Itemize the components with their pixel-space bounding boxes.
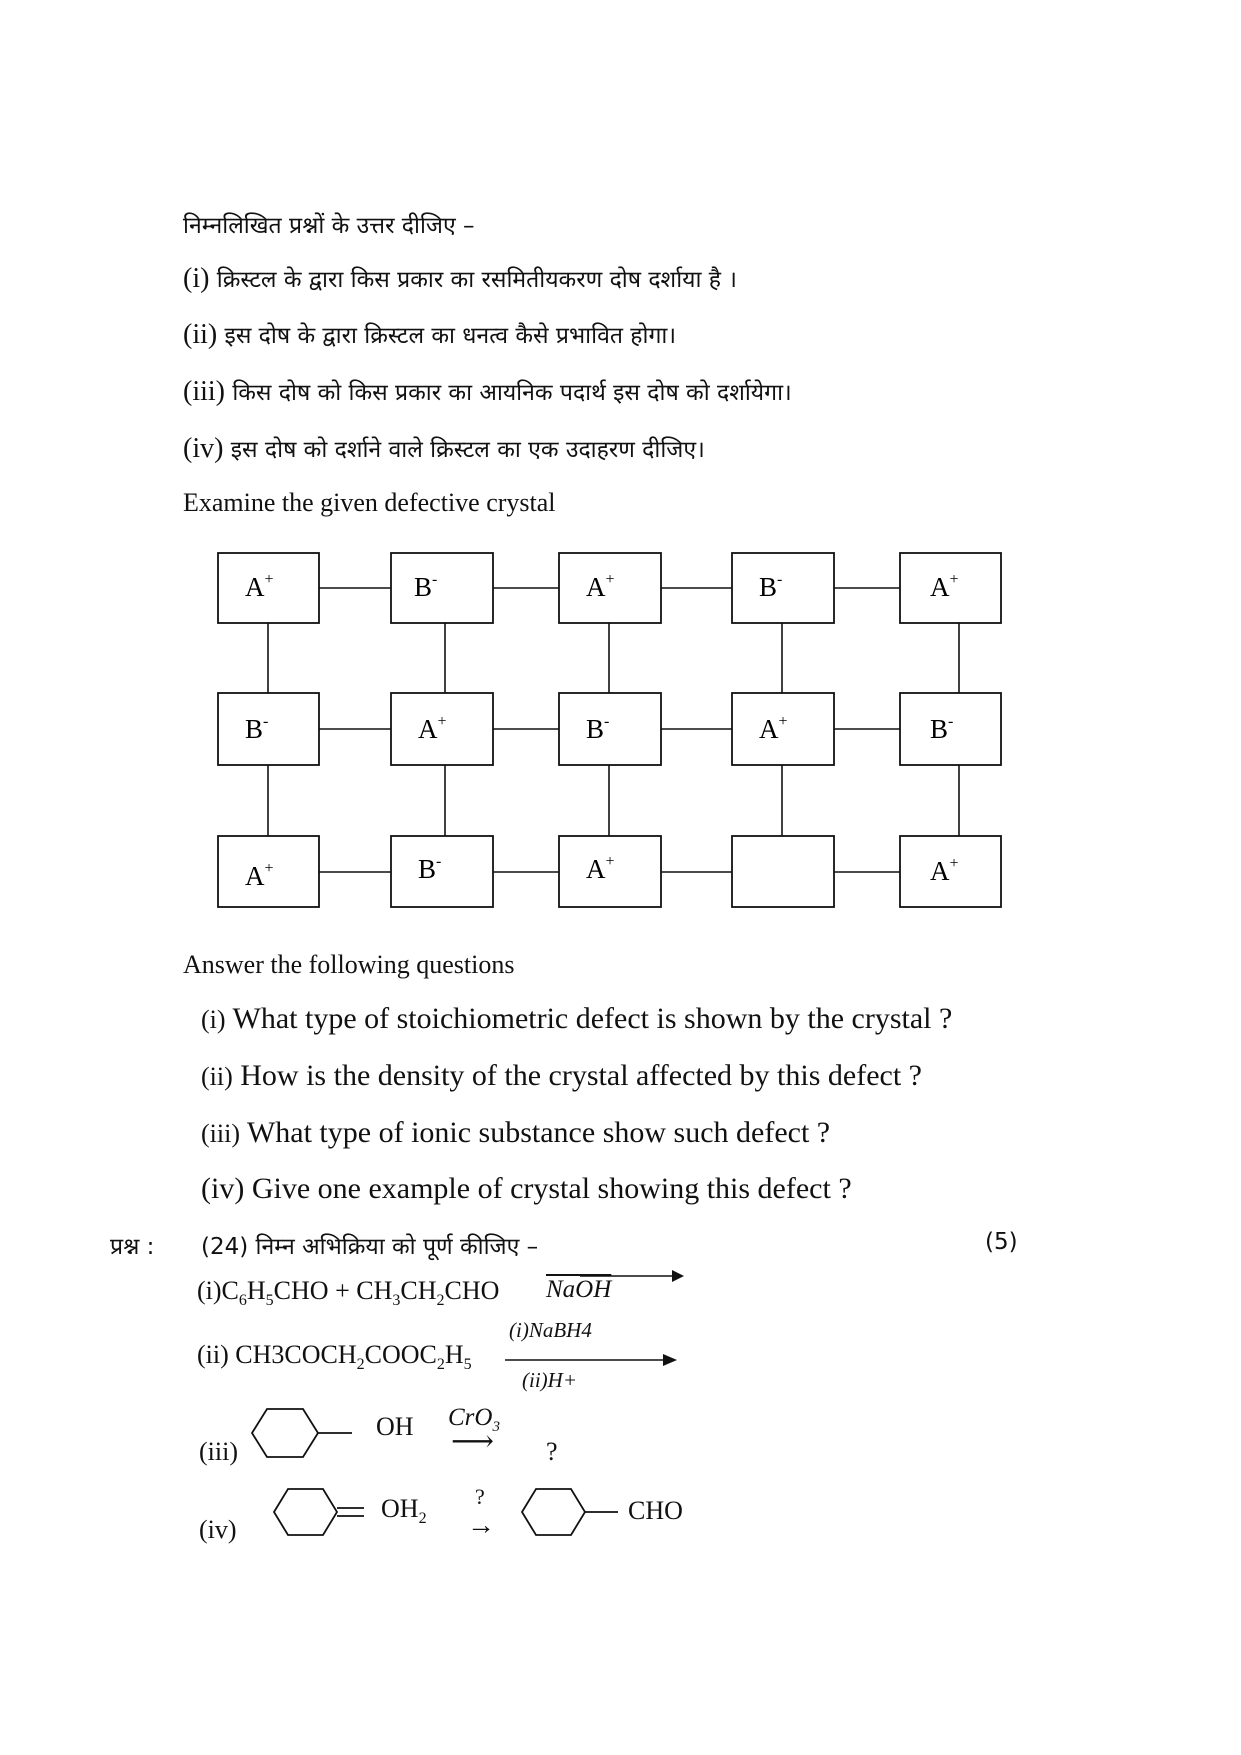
cyclohexane-ring-3 bbox=[250, 1405, 360, 1461]
cyclohexane-ring-4 bbox=[272, 1485, 372, 1541]
reaction-3-reagent: CrO$_3$ bbox=[448, 1404, 500, 1435]
reaction-3-label: (iii) bbox=[199, 1437, 238, 1466]
svg-text:B-: B- bbox=[245, 713, 269, 744]
reaction-1-reagent: NaOH bbox=[546, 1276, 612, 1303]
lattice-site-r3c3 bbox=[559, 836, 661, 907]
svg-text:A+: A+ bbox=[418, 713, 447, 744]
q24-marks: (5) bbox=[985, 1229, 1018, 1255]
cyclohexane-ring-4-product bbox=[520, 1485, 625, 1541]
reaction-4-label: (iv) bbox=[199, 1515, 237, 1544]
lattice-site-r1c5 bbox=[900, 553, 1001, 623]
hindi-question-3-text: किस दोष को किस प्रकार का आयनिक पदार्थ इस दोष को दर्शायेगा। bbox=[232, 380, 792, 406]
english-question-2-number: (ii) bbox=[201, 1062, 233, 1091]
q24-heading bbox=[201, 1229, 538, 1261]
svg-text:B-: B- bbox=[418, 853, 442, 884]
svg-text:B-: B- bbox=[930, 713, 954, 744]
english-question-3 bbox=[201, 1116, 830, 1150]
q24-text: निम्न अभिक्रिया को पूर्ण कीजिए – bbox=[255, 1234, 539, 1260]
hindi-question-4-number: (iv) bbox=[183, 433, 224, 464]
svg-text:A+: A+ bbox=[245, 571, 274, 602]
svg-text:A+: A+ bbox=[930, 571, 959, 602]
reaction-3-product: ? bbox=[546, 1437, 558, 1466]
reaction-4-arrow: → bbox=[467, 1510, 495, 1541]
examine-text: Examine the given defective crystal bbox=[183, 488, 556, 517]
reaction-2-reagent-bottom: (ii)H+ bbox=[522, 1368, 577, 1392]
lattice-site-r2c2 bbox=[391, 693, 493, 765]
svg-text:A+: A+ bbox=[586, 853, 615, 884]
hindi-question-3-number: (iii) bbox=[183, 376, 225, 407]
svg-text:B-: B- bbox=[586, 713, 610, 744]
reaction-4-reagent: ? bbox=[475, 1484, 485, 1509]
hindi-question-2-text: इस दोष के द्वारा क्रिस्टल का धनत्व कैसे प्रभावित होगा। bbox=[224, 323, 677, 349]
hindi-intro: निम्नलिखित प्रश्नों के उत्तर दीजिए – bbox=[183, 213, 475, 239]
lattice-site-r2c5 bbox=[900, 693, 1001, 765]
hindi-question-1-number: (i) bbox=[183, 263, 210, 294]
reaction-1: $(i)C_6H_5CHO + CH_3CH_2CHO$ bbox=[197, 1276, 500, 1310]
lattice-site-r1c3 bbox=[559, 553, 661, 623]
reaction-2-arrow bbox=[505, 1350, 680, 1370]
hindi-question-2-number: (ii) bbox=[183, 319, 218, 350]
reaction-4-group: $OH_2$ bbox=[381, 1494, 427, 1528]
svg-text:A+: A+ bbox=[759, 713, 788, 744]
q24-number: (24) bbox=[201, 1234, 249, 1260]
english-question-1-number: (i) bbox=[201, 1005, 226, 1034]
english-question-4 bbox=[201, 1172, 852, 1206]
reaction-1-arrow bbox=[580, 1266, 685, 1286]
reaction-3-group: OH bbox=[376, 1412, 414, 1441]
english-question-3-number: (iii) bbox=[201, 1119, 240, 1148]
reaction-2-mid: COOC bbox=[364, 1340, 437, 1369]
lattice-site-r2c4 bbox=[732, 693, 834, 765]
english-question-2-text: How is the density of the crystal affected by this defect ? bbox=[240, 1059, 922, 1092]
lattice-site-r3c2 bbox=[391, 836, 493, 907]
english-question-1 bbox=[201, 1002, 952, 1036]
lattice-site-r3c5 bbox=[900, 836, 1001, 907]
reaction-2-label: (ii) CH3COCH bbox=[197, 1340, 357, 1369]
english-question-2 bbox=[201, 1059, 922, 1093]
lattice-site-r1c1 bbox=[218, 553, 319, 623]
english-question-4-text: Give one example of crystal showing this defect ? bbox=[251, 1172, 852, 1205]
english-question-4-number: (iv) bbox=[201, 1172, 245, 1205]
reaction-2-end: H bbox=[444, 1340, 464, 1369]
q24-prefix: प्रश्न : bbox=[110, 1234, 155, 1260]
svg-text:A+: A+ bbox=[245, 860, 274, 891]
reaction-4-product-group: CHO bbox=[628, 1496, 683, 1525]
reaction-2-reagent-top: (i)NaBH4 bbox=[509, 1318, 592, 1342]
english-question-3-text: What type of ionic substance show such defect ? bbox=[246, 1116, 831, 1149]
hindi-question-1-text: क्रिस्टल के द्वारा किस प्रकार का रसमितीयकरण दोष दर्शाया है । bbox=[216, 267, 738, 293]
lattice-site-vacancy bbox=[0, 0, 834, 907]
english-question-1-text: What type of stoichiometric defect is shown by the crystal ? bbox=[232, 1002, 953, 1035]
reaction-2: (ii) $CH3COCH_2COOC_2H_5$ bbox=[197, 1340, 472, 1374]
reaction-1-label: (i) bbox=[197, 1276, 222, 1305]
hindi-question-4-text: इस दोष को दर्शाने वाले क्रिस्टल का एक उदाहरण दीजिए। bbox=[230, 437, 705, 463]
svg-text:A+: A+ bbox=[586, 571, 615, 602]
svg-text:B-: B- bbox=[414, 571, 438, 602]
reaction-3-arrow: ⟶ bbox=[451, 1425, 495, 1458]
svg-text:A+: A+ bbox=[930, 855, 959, 886]
lattice-site-r1c2 bbox=[391, 553, 493, 623]
lattice-site-r2c1 bbox=[218, 693, 319, 765]
svg-text:B-: B- bbox=[759, 571, 783, 602]
lattice-site-r2c3 bbox=[559, 693, 661, 765]
answer-heading: Answer the following questions bbox=[183, 950, 515, 979]
lattice-site-r3c1 bbox=[218, 836, 319, 907]
lattice-site-r1c4 bbox=[732, 553, 834, 623]
